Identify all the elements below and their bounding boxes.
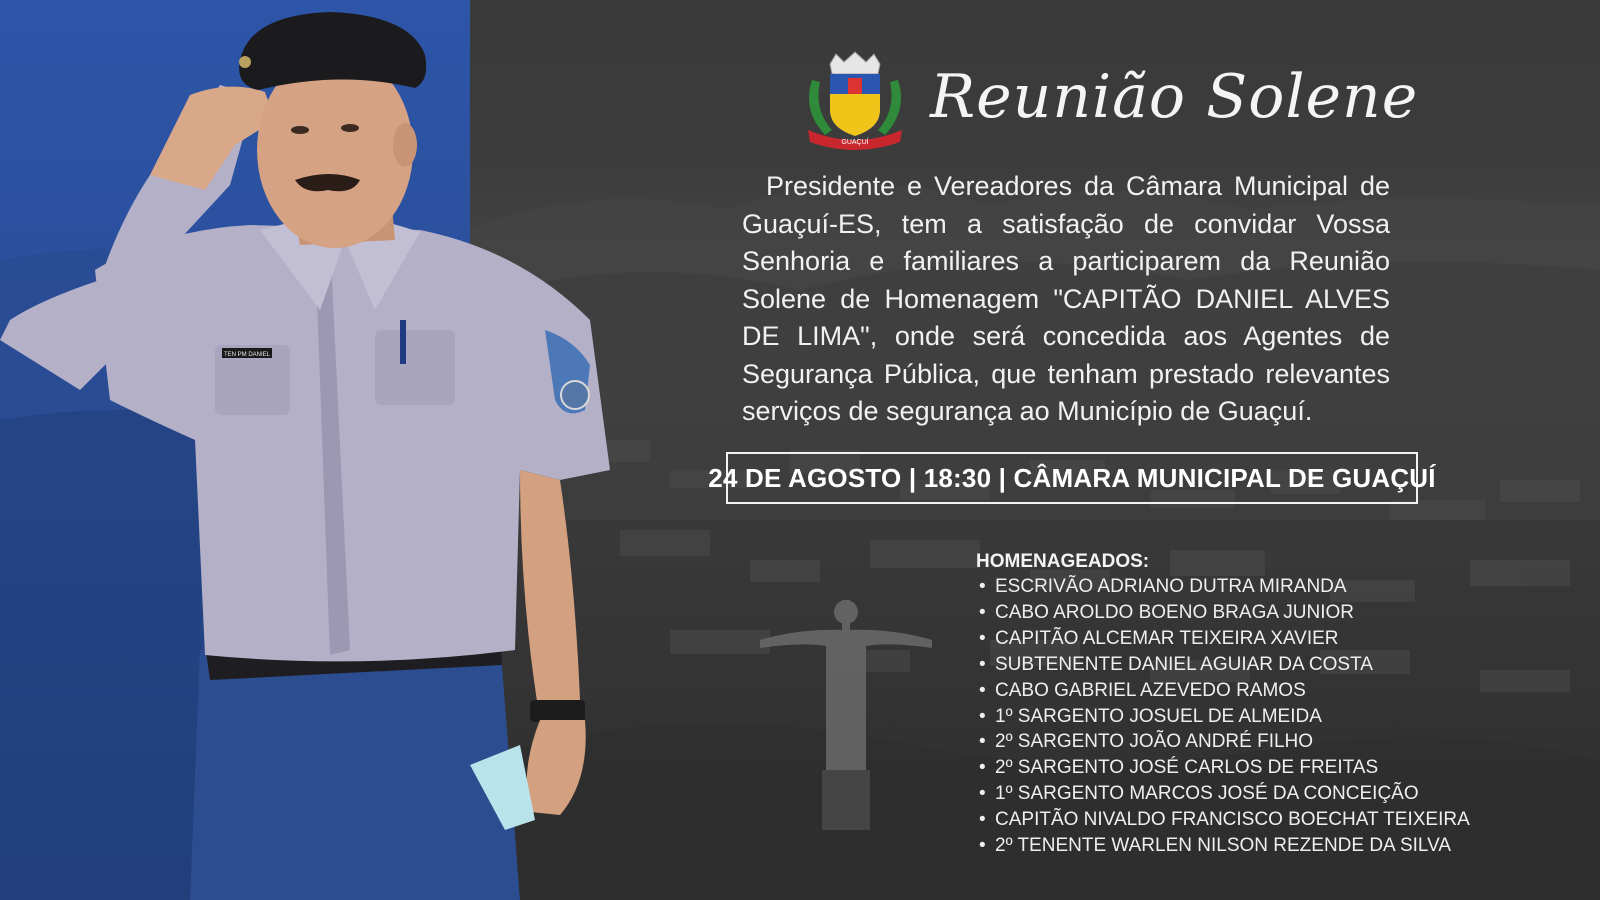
honoree-item: • 2º SARGENTO JOSÉ CARLOS DE FREITAS [976, 755, 1446, 781]
honoree-item: • CAPITÃO NIVALDO FRANCISCO BOECHAT TEIXEIRA [976, 807, 1446, 833]
honorees-heading: HOMENAGEADOS: [976, 551, 1150, 572]
name-tag: TEN PM DANIEL [223, 352, 271, 358]
event-info-box [708, 452, 1436, 504]
honorees-list [976, 574, 1470, 859]
honoree-item: • SUBTENENTE DANIEL AGUIAR DA COSTA [976, 652, 1446, 678]
saluting-officer-photo [0, 0, 640, 900]
municipal-crest-icon [800, 50, 910, 150]
invitation-text: Presidente e Vereadores da Câmara Municipal de Guaçuí-ES, tem a satisfação de convidar Vossa Senhoria e familiares a participarem da Reunião Solene de Homenagem "CAPITÃO DANIEL ALVES DE LIMA", onde será concedida aos Agentes de Segurança Pública, que tenham prestado relevantes serviços de segurança ao Município de Guaçuí. [742, 171, 1390, 426]
honoree-item: • CABO AROLDO BOENO BRAGA JUNIOR [976, 600, 1446, 626]
honoree-item: • 1º SARGENTO MARCOS JOSÉ DA CONCEIÇÃO [976, 781, 1446, 807]
honoree-item: • CABO GABRIEL AZEVEDO RAMOS [976, 678, 1446, 704]
honoree-item: • 2º TENENTE WARLEN NILSON REZENDE DA SILVA [976, 833, 1446, 859]
honoree-item: • 2º SARGENTO JOÃO ANDRÉ FILHO [976, 729, 1446, 755]
honoree-item: • ESCRIVÃO ADRIANO DUTRA MIRANDA [976, 574, 1446, 600]
event-title: Reunião Solene [930, 62, 1419, 132]
honoree-item: • 1º SARGENTO JOSUEL DE ALMEIDA [976, 704, 1446, 730]
crest-label: GUAÇUÍ [841, 139, 869, 146]
honoree-item: • CAPITÃO ALCEMAR TEIXEIRA XAVIER [976, 626, 1446, 652]
event-date-time-venue: 24 DE AGOSTO | 18:30 | CÂMARA MUNICIPAL DE GUAÇUÍ [708, 462, 1436, 493]
honorees-section [976, 550, 1470, 859]
